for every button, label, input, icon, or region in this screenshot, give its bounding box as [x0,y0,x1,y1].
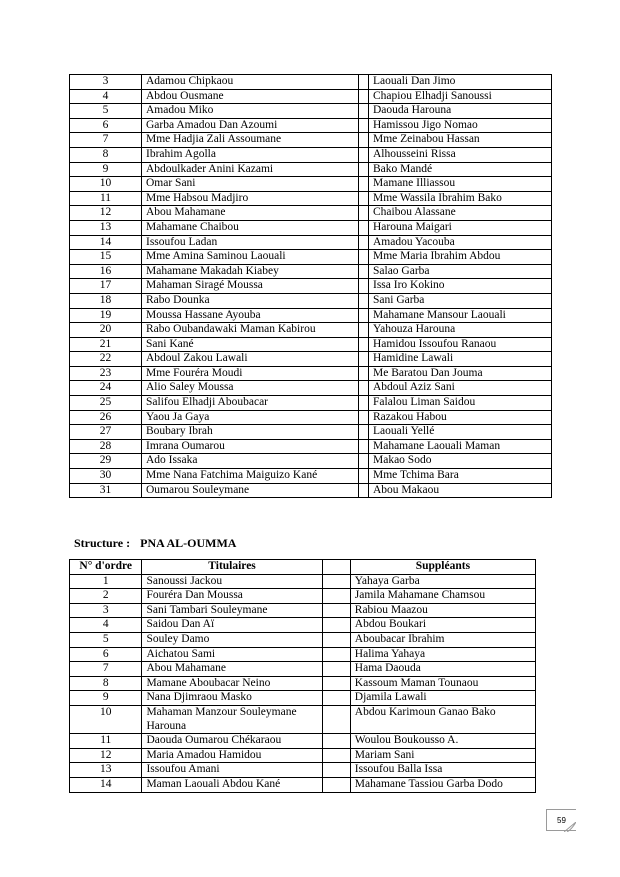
suppleant-cell: Makao Sodo [369,454,552,469]
titulaire-cell: Souley Damo [142,632,322,647]
table-row [70,104,552,119]
table-row [70,337,552,352]
spacer-cell [359,352,369,367]
titulaire-cell: Mahaman Siragé Moussa [142,279,359,294]
table-row [70,133,552,148]
spacer-cell [322,632,350,647]
spacer-cell [359,293,369,308]
titulaire-cell: Maman Laouali Abdou Kané [142,777,322,792]
titulaire-cell: Sanoussi Jackou [142,574,322,589]
table-row [70,647,536,662]
titulaire-cell: Amadou Miko [142,104,359,119]
pna-al-oumma-table [69,559,536,793]
suppleant-cell: Harouna Maigari [369,220,552,235]
table-row [70,250,552,265]
spacer-cell [359,133,369,148]
table2-body [70,574,536,792]
titulaire-cell: Abou Mahamane [142,662,322,677]
row-number: 9 [70,691,142,706]
suppleant-cell: Mahamane Mansour Laouali [369,308,552,323]
suppleant-cell: Yahouza Harouna [369,323,552,338]
titulaire-cell: Yaou Ja Gaya [142,410,359,425]
spacer-cell [359,89,369,104]
table-row [70,206,552,221]
titulaire-cell: Boubary Ibrah [142,425,359,440]
titulaire-cell: Abou Mahamane [142,206,359,221]
titulaire-cell: Ibrahim Agolla [142,147,359,162]
row-number: 15 [70,250,142,265]
table-row [70,763,536,778]
table-row [70,396,552,411]
row-number: 28 [70,439,142,454]
suppleant-cell: Hama Daouda [350,662,535,677]
titulaire-cell: Fouréra Dan Moussa [142,589,322,604]
titulaire-cell: Salifou Elhadji Aboubacar [142,396,359,411]
row-number: 11 [70,191,142,206]
table-row [70,454,552,469]
spacer-cell [359,118,369,133]
row-number: 3 [70,75,142,90]
spacer-cell [322,763,350,778]
spacer-cell [359,147,369,162]
suppleant-cell: Chaibou Alassane [369,206,552,221]
titulaire-cell: Mahamane Makadah Kiabey [142,264,359,279]
row-number: 18 [70,293,142,308]
suppleant-cell: Abdoul Aziz Sani [369,381,552,396]
titulaire-cell: Oumarou Souleymane [142,483,359,498]
titulaire-cell: Aichatou Sami [142,647,322,662]
row-number: 1 [70,574,142,589]
row-number: 25 [70,396,142,411]
spacer-cell [359,366,369,381]
spacer-cell [359,250,369,265]
row-number: 10 [70,177,142,192]
row-number: 12 [70,206,142,221]
spacer-cell [322,748,350,763]
titulaire-cell: Mme Habsou Madjiro [142,191,359,206]
titulaire-cell: Maria Amadou Hamidou [142,748,322,763]
header-suppleants: Suppléants [350,560,535,575]
titulaire-cell: Mamane Aboubacar Neino [142,676,322,691]
table-row [70,574,536,589]
row-number: 14 [70,777,142,792]
table-row [70,691,536,706]
spacer-cell [359,381,369,396]
spacer-cell [322,574,350,589]
titulaire-cell: Rabo Dounka [142,293,359,308]
suppleant-cell: Abdou Boukari [350,618,535,633]
table-row [70,147,552,162]
table-row [70,676,536,691]
spacer-cell [359,337,369,352]
suppleant-cell: Falalou Liman Saidou [369,396,552,411]
spacer-cell [359,279,369,294]
table-row [70,235,552,250]
row-number: 9 [70,162,142,177]
table-header-row [70,560,536,575]
table-row [70,279,552,294]
suppleant-cell: Sani Garba [369,293,552,308]
spacer-cell [359,162,369,177]
table-row [70,603,536,618]
suppleant-cell: Mahamane Laouali Maman [369,439,552,454]
suppleant-cell: Daouda Harouna [369,104,552,119]
row-number: 21 [70,337,142,352]
titulaire-cell: Mahaman Manzour Souleymane Harouna [142,705,322,733]
suppleant-cell: Laouali Yellé [369,425,552,440]
table-row [70,425,552,440]
row-number: 7 [70,662,142,677]
table-row [70,777,536,792]
suppleant-cell: Halima Yahaya [350,647,535,662]
suppleant-cell: Jamila Mahamane Chamsou [350,589,535,604]
titulaire-cell: Rabo Oubandawaki Maman Kabirou [142,323,359,338]
row-number: 8 [70,147,142,162]
page-number: 59 [546,809,576,831]
row-number: 10 [70,705,142,733]
titulaire-cell: Saidou Dan Aï [142,618,322,633]
suppleant-cell: Me Baratou Dan Jouma [369,366,552,381]
spacer-cell [322,647,350,662]
titulaire-cell: Mme Nana Fatchima Maiguizo Kané [142,469,359,484]
table-row [70,366,552,381]
spacer-cell [322,734,350,749]
titulaire-cell: Daouda Oumarou Chékaraou [142,734,322,749]
spacer-cell [322,777,350,792]
row-number: 6 [70,118,142,133]
suppleant-cell: Alhousseini Rissa [369,147,552,162]
suppleant-cell: Issa Iro Kokino [369,279,552,294]
suppleant-cell: Mariam Sani [350,748,535,763]
titulaire-cell: Alio Saley Moussa [142,381,359,396]
table-row [70,734,536,749]
row-number: 26 [70,410,142,425]
table-row [70,264,552,279]
row-number: 14 [70,235,142,250]
suppleant-cell: Mme Tchima Bara [369,469,552,484]
spacer-cell [359,191,369,206]
suppleant-cell: Abou Makaou [369,483,552,498]
row-number: 11 [70,734,142,749]
titulaire-cell: Nana Djimraou Masko [142,691,322,706]
table-row [70,632,536,647]
titulaire-cell: Mahamane Chaibou [142,220,359,235]
suppleant-cell: Woulou Boukousso A. [350,734,535,749]
suppleant-cell: Aboubacar Ibrahim [350,632,535,647]
table-row [70,410,552,425]
row-number: 6 [70,647,142,662]
table-row [70,191,552,206]
suppleant-cell: Abdou Karimoun Ganao Bako [350,705,535,733]
spacer-cell [322,603,350,618]
spacer-cell [359,396,369,411]
table-row [70,352,552,367]
suppleant-cell: Djamila Lawali [350,691,535,706]
table-row [70,118,552,133]
titulaire-cell: Abdoul Zakou Lawali [142,352,359,367]
suppleant-cell: Kassoum Maman Tounaou [350,676,535,691]
table-row [70,75,552,90]
structure-name: PNA AL-OUMMA [140,536,237,550]
table-row [70,662,536,677]
titulaire-cell: Adamou Chipkaou [142,75,359,90]
spacer-cell [322,662,350,677]
row-number: 19 [70,308,142,323]
row-number: 20 [70,323,142,338]
table-row [70,323,552,338]
suppleant-cell: Rabiou Maazou [350,603,535,618]
spacer-cell [359,206,369,221]
structure-label: Structure : [74,536,131,550]
suppleant-cell: Mme Maria Ibrahim Abdou [369,250,552,265]
header-num: N° d'ordre [70,560,142,575]
table-row [70,618,536,633]
titulaire-cell: Mme Amina Saminou Laouali [142,250,359,265]
suppleant-cell: Razakou Habou [369,410,552,425]
spacer-cell [359,425,369,440]
row-number: 23 [70,366,142,381]
titulaire-cell: Garba Amadou Dan Azoumi [142,118,359,133]
table1-body [70,75,552,498]
spacer-cell [359,308,369,323]
suppleant-cell: Laouali Dan Jimo [369,75,552,90]
titulaire-cell: Issoufou Ladan [142,235,359,250]
row-number: 29 [70,454,142,469]
titulaire-cell: Mme Hadjia Zali Assoumane [142,133,359,148]
titulaire-cell: Imrana Oumarou [142,439,359,454]
spacer-cell [359,235,369,250]
table-row [70,381,552,396]
spacer-cell [322,705,350,733]
table-row [70,469,552,484]
spacer-cell [359,454,369,469]
row-number: 8 [70,676,142,691]
table-row [70,705,536,733]
row-number: 5 [70,632,142,647]
spacer-cell [359,469,369,484]
row-number: 4 [70,89,142,104]
row-number: 17 [70,279,142,294]
suppleant-cell: Hamidou Issoufou Ranaou [369,337,552,352]
header-gap [322,560,350,575]
table-row [70,177,552,192]
spacer-cell [359,177,369,192]
row-number: 2 [70,589,142,604]
spacer-cell [322,691,350,706]
spacer-cell [359,323,369,338]
spacer-cell [359,410,369,425]
spacer-cell [359,264,369,279]
table-row [70,162,552,177]
row-number: 27 [70,425,142,440]
row-number: 5 [70,104,142,119]
row-number: 16 [70,264,142,279]
titulaire-cell: Ado Issaka [142,454,359,469]
table-row [70,589,536,604]
table-row [70,748,536,763]
spacer-cell [359,483,369,498]
row-number: 30 [70,469,142,484]
spacer-cell [322,676,350,691]
row-number: 22 [70,352,142,367]
suppleant-cell: Salao Garba [369,264,552,279]
suppleant-cell: Mamane Illiassou [369,177,552,192]
suppleant-cell: Chapiou Elhadji Sanoussi [369,89,552,104]
suppleant-cell: Hamidine Lawali [369,352,552,367]
structure-heading [74,536,236,551]
table-row [70,89,552,104]
suppleant-cell: Yahaya Garba [350,574,535,589]
row-number: 3 [70,603,142,618]
row-number: 4 [70,618,142,633]
spacer-cell [359,439,369,454]
titulaire-cell: Moussa Hassane Ayouba [142,308,359,323]
spacer-cell [322,589,350,604]
row-number: 24 [70,381,142,396]
row-number: 13 [70,763,142,778]
table-row [70,439,552,454]
table-row [70,483,552,498]
titulaire-cell: Sani Kané [142,337,359,352]
titulaire-cell: Abdoulkader Anini Kazami [142,162,359,177]
spacer-cell [359,220,369,235]
titulaires-table-continued [69,74,552,498]
suppleant-cell: Bako Mandé [369,162,552,177]
suppleant-cell: Amadou Yacouba [369,235,552,250]
table-row [70,220,552,235]
header-titulaires: Titulaires [142,560,322,575]
spacer-cell [359,75,369,90]
suppleant-cell: Mahamane Tassiou Garba Dodo [350,777,535,792]
table-row [70,308,552,323]
titulaire-cell: Omar Sani [142,177,359,192]
titulaire-cell: Sani Tambari Souleymane [142,603,322,618]
suppleant-cell: Hamissou Jigo Nomao [369,118,552,133]
titulaire-cell: Mme Fouréra Moudi [142,366,359,381]
titulaire-cell: Issoufou Amani [142,763,322,778]
row-number: 7 [70,133,142,148]
page-curl-icon [564,822,576,832]
suppleant-cell: Mme Zeinabou Hassan [369,133,552,148]
suppleant-cell: Mme Wassila Ibrahim Bako [369,191,552,206]
row-number: 13 [70,220,142,235]
titulaire-cell: Abdou Ousmane [142,89,359,104]
spacer-cell [322,618,350,633]
spacer-cell [359,104,369,119]
row-number: 12 [70,748,142,763]
table-row [70,293,552,308]
suppleant-cell: Issoufou Balla Issa [350,763,535,778]
row-number: 31 [70,483,142,498]
